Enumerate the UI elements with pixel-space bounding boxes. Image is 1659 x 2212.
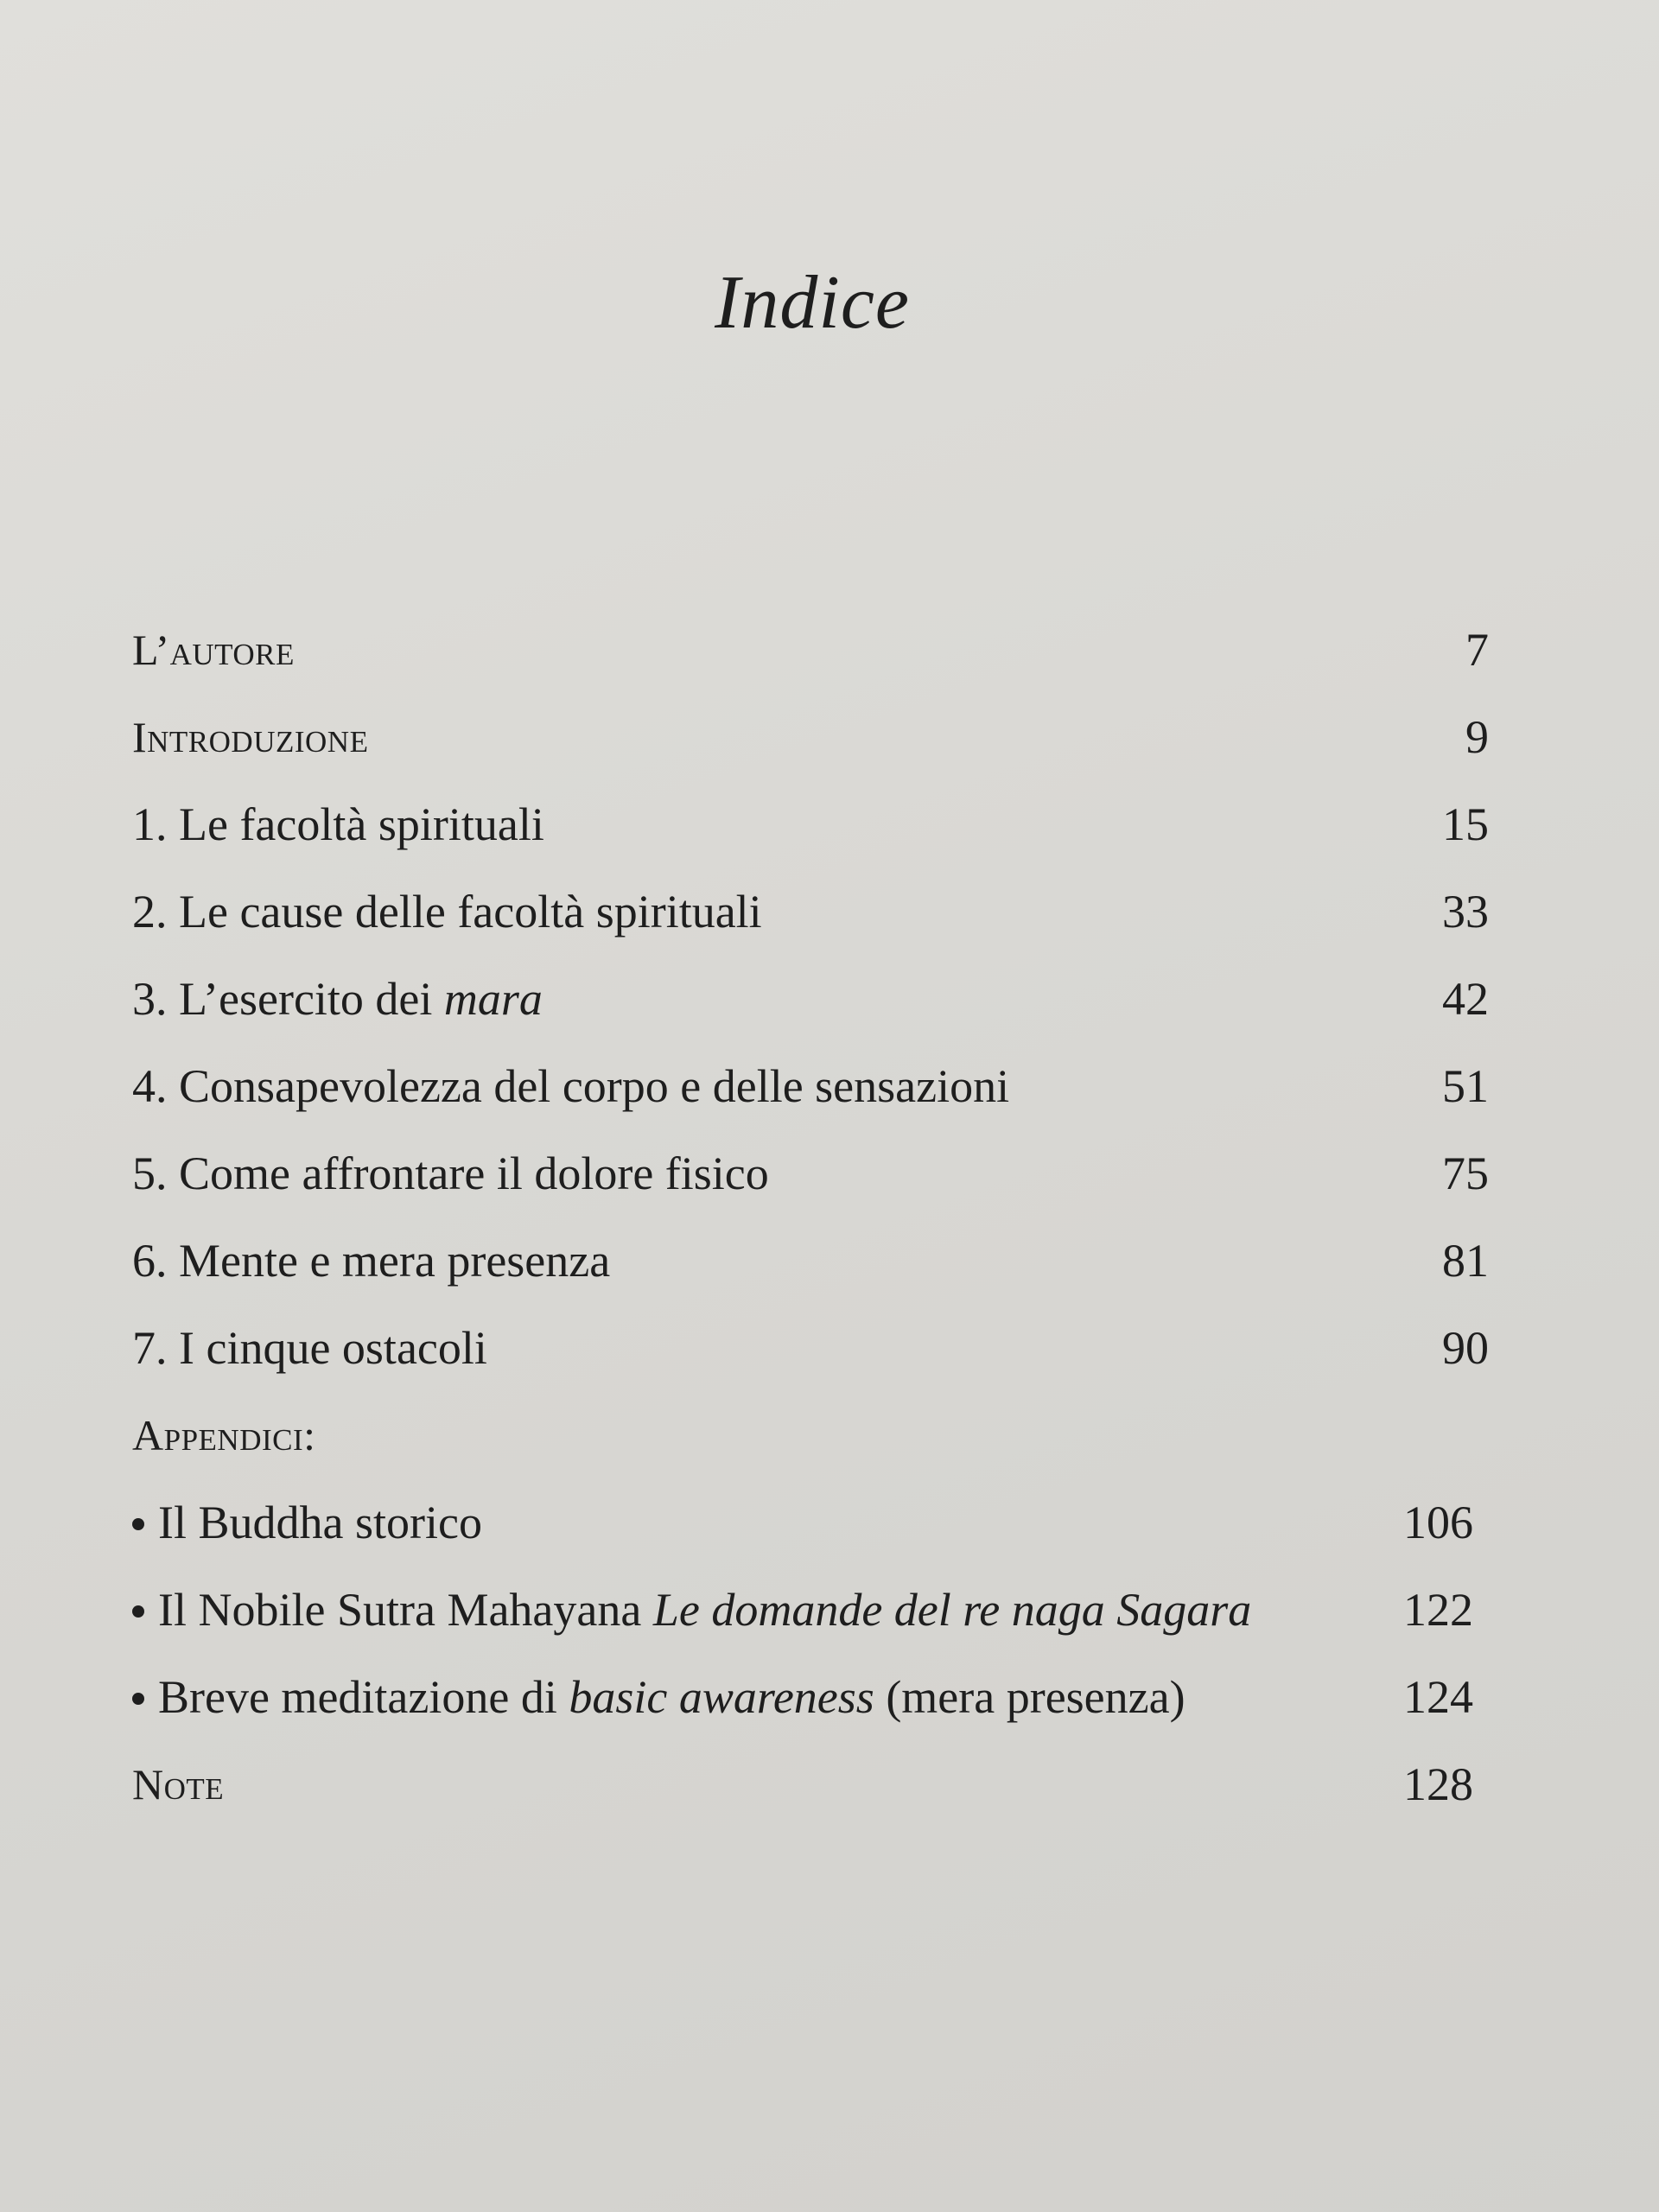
toc-appendix-heading — [132, 1408, 1489, 1495]
toc-entry-label-text: Il Buddha storico — [158, 1497, 482, 1548]
toc-entry-label: Appendici: — [132, 1411, 316, 1459]
toc-entry-label — [132, 971, 543, 1027]
toc-entry-label — [132, 1669, 1185, 1725]
table-of-contents — [132, 622, 1489, 1844]
toc-entry-page: 7 — [1465, 624, 1489, 676]
toc-entry-page: 122 — [1403, 1584, 1473, 1636]
toc-appendix-item-2 — [132, 1582, 1489, 1669]
toc-entry-page: 90 — [1442, 1322, 1489, 1374]
toc-entry-label: 5. Come affrontare il dolore fisico — [132, 1147, 769, 1199]
toc-entry-label — [132, 1582, 1251, 1637]
toc-entry-label-text: 3. L’esercito dei — [132, 973, 444, 1025]
toc-entry-label: Note — [132, 1760, 225, 1808]
toc-entry-page: 124 — [1403, 1671, 1473, 1723]
toc-entry-chapter-7 — [132, 1320, 1489, 1408]
toc-entry-notes — [132, 1757, 1489, 1844]
toc-entry-page: 33 — [1442, 886, 1489, 938]
toc-entry-label-italic: mara — [443, 973, 543, 1025]
toc-entry-label-italic: basic awareness — [569, 1671, 874, 1723]
toc-entry-author — [132, 622, 1489, 709]
toc-appendix-item-3 — [132, 1669, 1489, 1757]
toc-entry-chapter-3 — [132, 971, 1489, 1058]
toc-entry-label: 7. I cinque ostacoli — [132, 1322, 487, 1374]
toc-entry-chapter-2 — [132, 884, 1489, 971]
toc-entry-introduction — [132, 709, 1489, 797]
toc-entry-page: 51 — [1442, 1060, 1489, 1112]
toc-entry-label: 4. Consapevolezza del corpo e delle sensazioni — [132, 1060, 1010, 1112]
toc-entry-page: 75 — [1442, 1147, 1489, 1199]
bullet-icon — [132, 1605, 144, 1618]
toc-entry-label — [132, 1495, 482, 1550]
toc-entry-label: Introduzione — [132, 713, 369, 761]
toc-entry-label: 1. Le facoltà spirituali — [132, 798, 544, 850]
toc-entry-label: 6. Mente e mera presenza — [132, 1235, 611, 1287]
bullet-icon — [132, 1693, 144, 1705]
toc-entry-page: 15 — [1442, 798, 1489, 850]
toc-entry-page: 9 — [1465, 711, 1489, 763]
toc-entry-label-text: Il Nobile Sutra Mahayana — [158, 1584, 653, 1636]
toc-entry-page: 42 — [1442, 973, 1489, 1025]
bullet-icon — [132, 1518, 144, 1530]
toc-entry-label: L’autore — [132, 626, 295, 674]
toc-entry-chapter-4 — [132, 1058, 1489, 1146]
toc-entry-chapter-1 — [132, 797, 1489, 884]
toc-appendix-item-1 — [132, 1495, 1489, 1582]
toc-entry-label-italic: Le domande del re naga Sagara — [652, 1584, 1252, 1636]
toc-entry-page: 81 — [1442, 1235, 1489, 1287]
toc-entry-page: 106 — [1403, 1497, 1473, 1548]
toc-entry-label-text: (mera presenza) — [874, 1671, 1185, 1723]
toc-entry-label-text: Breve meditazione di — [158, 1671, 569, 1723]
toc-entry-page: 128 — [1403, 1758, 1473, 1810]
page-title: Indice — [715, 261, 910, 345]
toc-entry-label: 2. Le cause delle facoltà spirituali — [132, 886, 762, 938]
toc-entry-chapter-6 — [132, 1233, 1489, 1320]
toc-entry-chapter-5 — [132, 1146, 1489, 1233]
